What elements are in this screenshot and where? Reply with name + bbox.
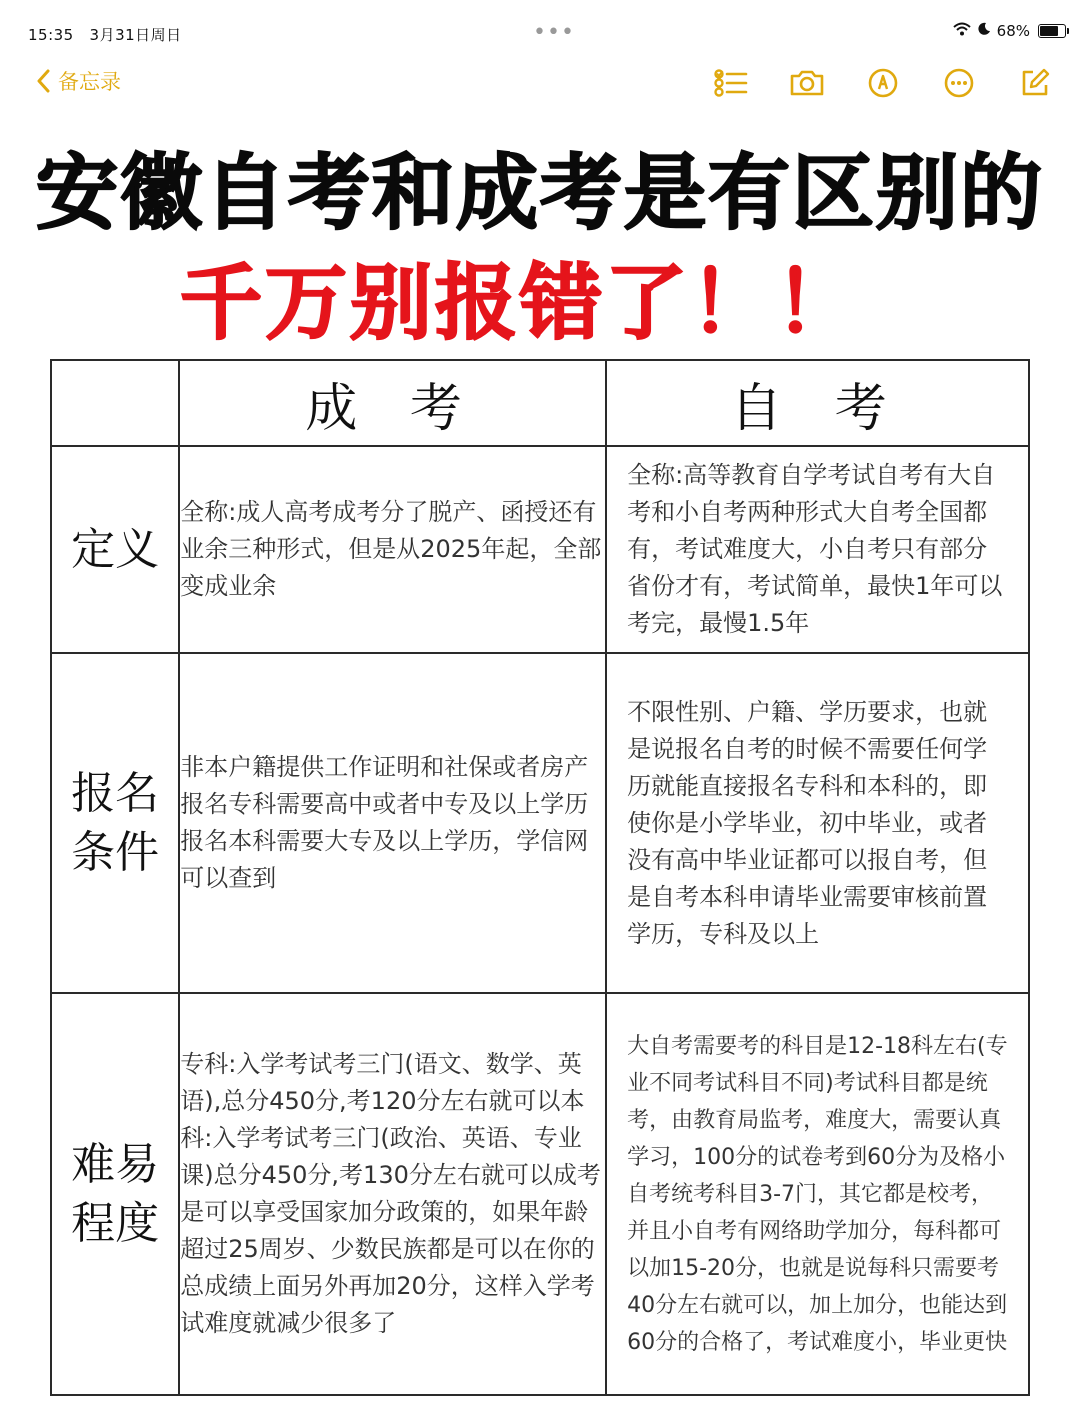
status-time xyxy=(28,24,182,45)
battery-icon xyxy=(1038,24,1066,38)
table-row-requirements xyxy=(51,653,1029,993)
camera-icon xyxy=(789,69,825,97)
table-header-row xyxy=(51,360,1029,446)
camera-button[interactable] xyxy=(788,64,826,102)
table-row-definition xyxy=(51,446,1029,653)
header-empty-cell xyxy=(51,360,179,446)
status-bar xyxy=(0,0,1080,62)
title-line-2: 千万别报错了！！ xyxy=(179,256,860,351)
header-zikao: 自 考 xyxy=(606,360,1029,446)
cell-difficulty-zikao: 大自考需要考的科目是12-18科左右(专业不同考试科目不同)考试科目都是统考，由教育局监考，难度大，需要认真学习，100分的试卷考到60分为及格小自考统考科目3-7门，其它都是校考，并且小自考有网络助学加分，每科都可以加15-20分，也就是说每科只需要考40分左右就可以，加上加分，也能达到60分的合格了，考试难度小，毕业更快 xyxy=(606,993,1029,1395)
title-line-1: 安徽自考和成考是有区别的 xyxy=(35,146,1044,241)
status-indicators xyxy=(953,22,1066,40)
cell-difficulty-chengkao: 专科:入学考试考三门(语文、数学、英语),总分450分,考120分左右就可以本科:入学考试考三门(政治、英语、专业课)总分450分,考130分左右就可以成考是可以享受国家加分政策的，如果年龄超过25周岁、少数民族都是可以在你的总成绩上面另外再加20分，这样入学考试难度就减少很多了 xyxy=(179,993,606,1395)
header-chengkao: 成 考 xyxy=(179,360,606,446)
more-button[interactable] xyxy=(940,64,978,102)
back-label: 备忘录 xyxy=(58,70,121,94)
toolbar xyxy=(712,64,1054,102)
row-label-difficulty: 难易程度 xyxy=(51,993,179,1395)
more-icon xyxy=(943,67,975,99)
compose-icon xyxy=(1019,67,1051,99)
table-row-difficulty xyxy=(51,993,1029,1395)
back-button[interactable] xyxy=(36,66,121,96)
cell-requirements-zikao: 不限性别、户籍、学历要求，也就是说报名自考的时候不需要任何学历就能直接报名专科和本科的，即使你是小学毕业，初中毕业，或者没有高中毕业证都可以报自考，但是自考本科申请毕业需要审核前置学历，专科及以上 xyxy=(606,653,1029,993)
battery-percent: 68% xyxy=(996,22,1030,40)
chevron-left-icon xyxy=(36,69,50,93)
row-label-definition: 定义 xyxy=(51,446,179,653)
markup-button[interactable] xyxy=(864,64,902,102)
date-text: 3月31日周日 xyxy=(89,26,182,44)
cell-definition-zikao: 全称:高等教育自学考试自考有大自考和小自考两种形式大自考全国都有，考试难度大，小自考只有部分省份才有，考试简单，最快1年可以考完，最慢1.5年 xyxy=(606,446,1029,653)
multitask-dots-icon[interactable]: ••• xyxy=(533,20,575,45)
row-label-requirements: 报名条件 xyxy=(51,653,179,993)
nav-bar xyxy=(0,58,1080,108)
cell-definition-chengkao: 全称:成人高考成考分了脱产、函授还有业余三种形式，但是从2025年起，全部变成业余 xyxy=(179,446,606,653)
compose-button[interactable] xyxy=(1016,64,1054,102)
wifi-icon xyxy=(953,22,971,40)
comparison-table xyxy=(50,359,1030,1396)
time-text: 15:35 xyxy=(28,26,74,44)
checklist-icon xyxy=(714,68,748,98)
cell-requirements-chengkao: 非本户籍提供工作证明和社保或者房产报名专科需要高中或者中专及以上学历报名本科需要大专及以上学历，学信网可以查到 xyxy=(179,653,606,993)
checklist-button[interactable] xyxy=(712,64,750,102)
moon-icon xyxy=(977,22,991,40)
markup-icon xyxy=(867,67,899,99)
